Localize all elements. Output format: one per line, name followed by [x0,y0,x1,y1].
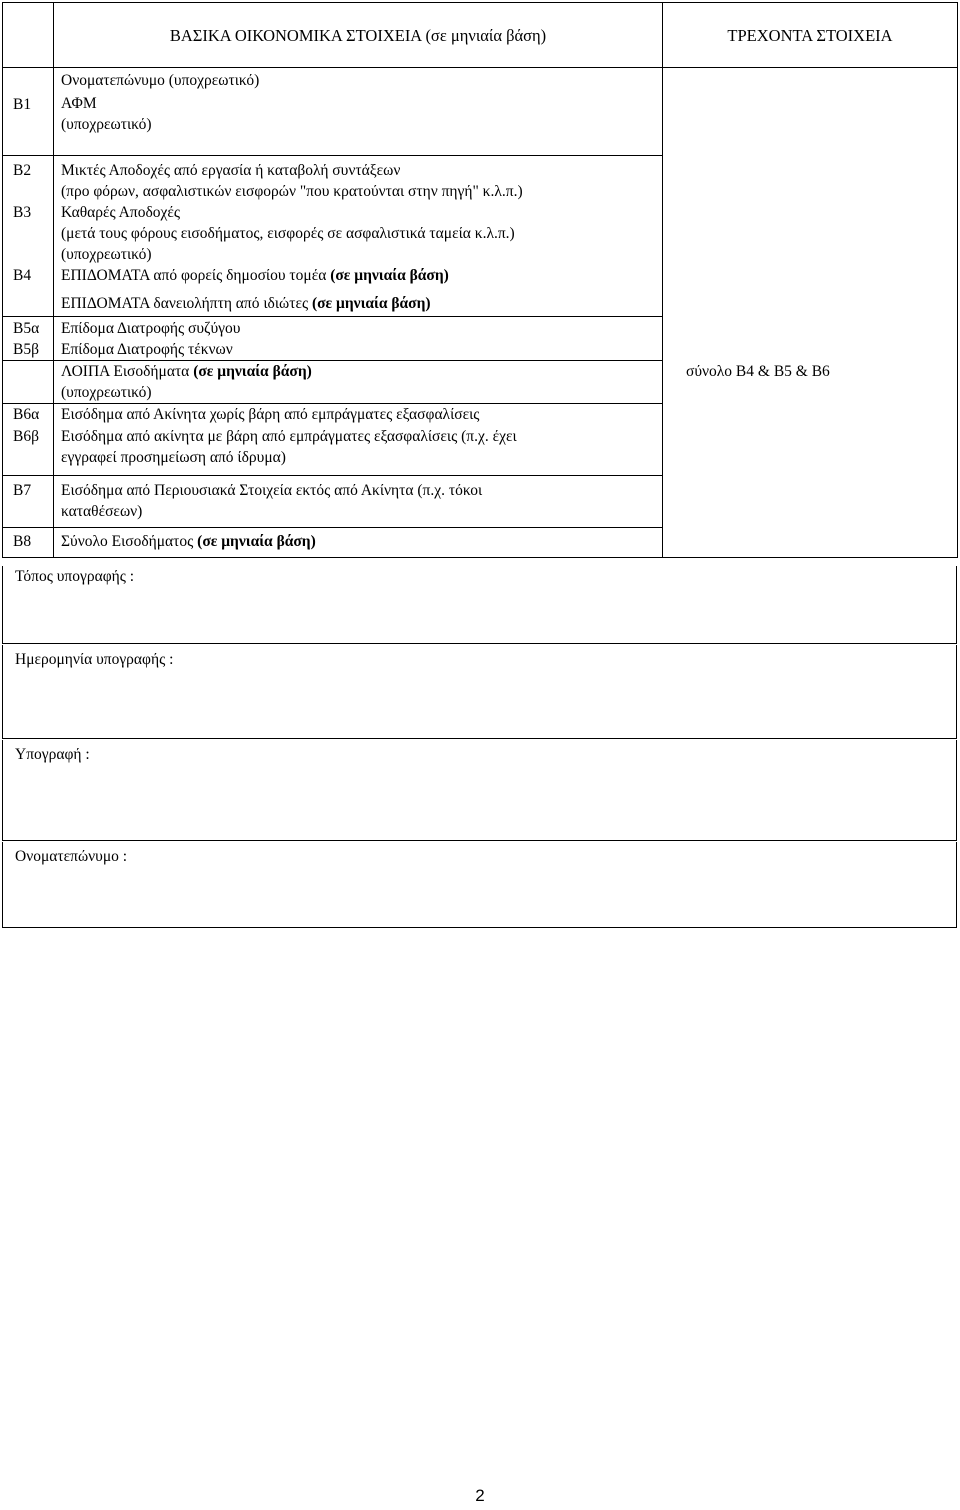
row-label-b6a: Εισόδημα από Ακίνητα χωρίς βάρη από εμπράγματες εξασφαλίσεις [54,404,663,426]
row-label-b7: Εισόδημα από Περιουσιακά Στοιχεία εκτός από Ακίνητα (π.χ. τόκοι καταθέσεων) [54,476,663,528]
row-label-b5-header: ΕΠΙΔΟΜΑΤΑ δανειολήπτη από ιδιώτες (σε μηνιαία βάση) [54,289,663,316]
financial-table [2,2,958,558]
b4-value-cell[interactable] [663,265,958,289]
header-financial-data: ΒΑΣΙΚΑ ΟΙΚΟΝΟΜΙΚΑ ΣΤΟΙΧΕΙΑ (σε μηνιαία βάση) [54,3,663,68]
row-code-b1: Β1 [3,92,54,156]
signature-place-label: Τόπος υπογραφής : [15,568,135,585]
row-label-b4: ΕΠΙΔΟΜΑΤΑ από φορείς δημοσίου τομέα (σε μηνιαία βάση) [54,265,663,289]
table-row-b2 [3,156,958,203]
header-current-data: ΤΡΕΧΟΝΤΑ ΣΤΟΙΧΕΙΑ [663,3,958,68]
signature-field[interactable] [2,740,957,841]
b6b-value-cell[interactable] [663,426,958,476]
b6a-value-cell[interactable] [663,404,958,426]
row-label-b8: Σύνολο Εισοδήματος (σε μηνιαία βάση) [54,528,663,558]
row-label-b6b: Εισόδημα από ακίνητα με βάρη από εμπράγματες εξασφαλίσεις (π.χ. έχει εγγραφεί προσημείωση από ίδρυμα) [54,426,663,476]
b7-value-cell[interactable] [663,476,958,528]
b1-value-cell[interactable] [663,92,958,156]
row-label-b5a: Επίδομα Διατροφής συζύγου [54,316,663,339]
name-label: Ονοματεπώνυμο (υποχρεωτικό) [54,68,663,92]
table-row-b1 [3,92,958,156]
table-header-row [3,3,958,68]
signature-date-label: Ημερομηνία υπογραφής : [15,651,174,668]
row-label-b2: Μικτές Αποδοχές από εργασία ή καταβολή συντάξεων (προ φόρων, ασφαλιστικών εισφορών "που κρατούνται στην πηγή" κ.λ.π.) [54,156,663,203]
row-code-b7: Β7 [3,476,54,528]
b5a-value-cell[interactable] [663,316,958,339]
row-label-b6-header: ΛΟΙΠΑ Εισοδήματα (σε μηνιαία βάση) (υποχρεωτικό) [54,361,663,404]
table-row-b6a [3,404,958,426]
table-row-b5-header [3,289,958,316]
table-row-b5a [3,316,958,339]
name-value-cell[interactable] [663,68,958,92]
b2-value-cell[interactable] [663,156,958,203]
page-number: 2 [475,1486,485,1505]
row-code-b6a: Β6α [3,404,54,426]
signature-name-field[interactable] [2,842,957,928]
table-row-b4 [3,265,958,289]
financial-data-form [2,2,957,558]
row-code-b5a: Β5α [3,316,54,339]
row-code-b4: Β4 [3,265,54,289]
b5b-value-cell[interactable] [663,339,958,361]
row-label-b1: ΑΦΜ (υποχρεωτικό) [54,92,663,156]
b8-value-cell[interactable] [663,528,958,558]
row-code-b6b: Β6β [3,426,54,476]
row-label-b3: Καθαρές Αποδοχές (μετά τους φόρους εισοδήματος, εισφορές σε ασφαλιστικά ταμεία κ.λ.π.) (υποχρεωτικό) [54,202,663,265]
row-code-b8: Β8 [3,528,54,558]
table-row-b8 [3,528,958,558]
total-b4-b5-b6: σύνολο Β4 & Β5 & Β6 [663,361,958,404]
signature-place-field[interactable] [2,566,957,644]
b3-value-cell[interactable] [663,202,958,265]
row-label-b5b: Επίδομα Διατροφής τέκνων [54,339,663,361]
signature-name-label: Ονοματεπώνυμο : [15,848,128,865]
signature-date-field[interactable] [2,645,957,739]
table-row-b6-header [3,361,958,404]
row-code-b3: Β3 [3,202,54,265]
signature-label: Υπογραφή : [15,746,90,763]
table-row-b3 [3,202,958,265]
table-row-b7 [3,476,958,528]
table-row-b5b [3,339,958,361]
row-code-b2: Β2 [3,156,54,203]
table-row-name [3,68,958,92]
table-row-b6b [3,426,958,476]
row-code-b5b: Β5β [3,339,54,361]
